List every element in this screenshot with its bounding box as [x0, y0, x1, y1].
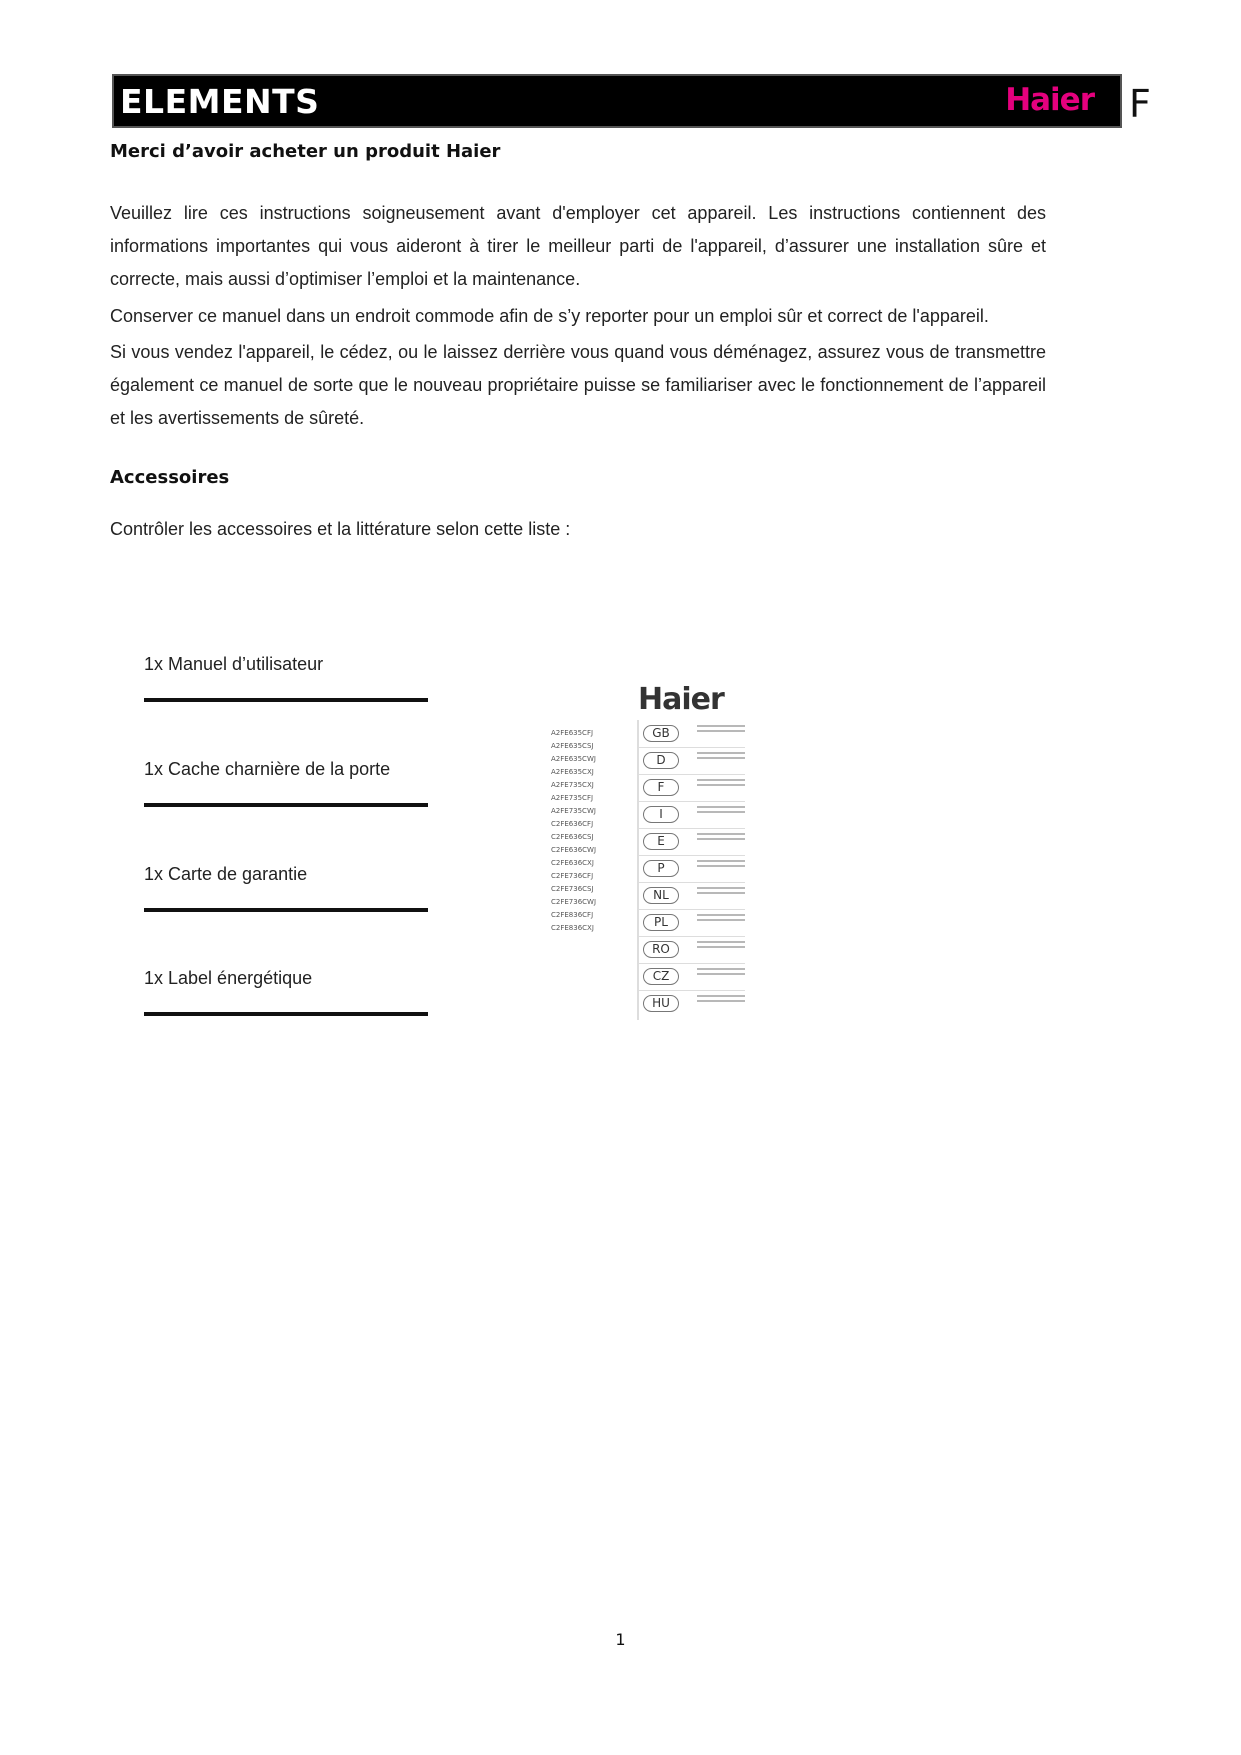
language-code: CZ — [643, 968, 679, 985]
model-code: C2FE836CFJ — [551, 911, 594, 919]
accessory-underline — [144, 803, 428, 807]
model-code: A2FE635CFJ — [551, 729, 594, 737]
language-description — [697, 779, 745, 789]
accessories-instruction: Contrôler les accessoires et la littérature selon cette liste : — [110, 519, 571, 539]
row-divider — [639, 963, 745, 964]
language-description — [697, 752, 745, 762]
row-divider — [639, 747, 745, 748]
language-description — [697, 806, 745, 816]
language-description — [697, 995, 745, 1005]
accessory-underline — [144, 698, 428, 702]
booklet-divider — [637, 720, 639, 1020]
language-description — [697, 725, 745, 735]
language-description — [697, 968, 745, 978]
accessory-label: 1x Manuel d’utilisateur — [144, 654, 324, 674]
row-divider — [639, 882, 745, 883]
model-code: C2FE836CXJ — [551, 924, 594, 932]
model-code: A2FE735CXJ — [551, 781, 594, 789]
model-code: A2FE635CWJ — [551, 755, 596, 763]
accessory-item — [144, 968, 428, 989]
intro-paragraph-2: Conserver ce manuel dans un endroit commode afin de s’y reporter pour un emploi sûr et correct de l'appareil. — [110, 306, 989, 326]
model-code: C2FE736CWJ — [551, 898, 597, 906]
accessory-item — [144, 864, 428, 885]
intro-paragraph-1: Veuillez lire ces instructions soigneusement avant d'employer cet appareil. Les instructions contiennent des informations importantes qui vous aideront à tirer le meilleur parti de l'appareil, d’assurer une installation sûre et correcte, mais aussi d’optimiser l’emploi et la maintenance. — [110, 203, 1046, 289]
accessory-item — [144, 654, 428, 675]
language-row — [643, 884, 745, 906]
section-title: ELEMENTS — [120, 82, 320, 121]
language-row — [643, 776, 745, 798]
language-code: P — [643, 860, 679, 877]
language-row — [643, 965, 745, 987]
language-code: D — [643, 752, 679, 769]
booklet-haier-logo: Haier — [638, 682, 724, 717]
accessory-label: 1x Label énergétique — [144, 968, 313, 988]
language-description — [697, 833, 745, 843]
manual-cover-image — [545, 682, 745, 1022]
accessory-label: 1x Cache charnière de la porte — [144, 759, 391, 779]
language-row — [643, 938, 745, 960]
model-code: A2FE735CFJ — [551, 794, 594, 802]
model-code: C2FE736CSJ — [551, 885, 594, 893]
language-row — [643, 803, 745, 825]
language-row — [643, 722, 745, 744]
model-code: C2FE636CWJ — [551, 846, 597, 854]
intro-heading: Merci d’avoir acheter un produit Haier — [110, 141, 501, 162]
language-code: F — [643, 779, 679, 796]
row-divider — [639, 801, 745, 802]
model-code: A2FE635CXJ — [551, 768, 594, 776]
language-description — [697, 914, 745, 924]
row-divider — [639, 855, 745, 856]
model-list — [551, 727, 596, 935]
language-description — [697, 860, 745, 870]
row-divider — [639, 774, 745, 775]
row-divider — [639, 990, 745, 991]
language-row — [643, 992, 745, 1014]
model-code: C2FE736CFJ — [551, 872, 594, 880]
accessory-underline — [144, 1012, 428, 1016]
language-code: E — [643, 833, 679, 850]
language-indicator: F — [1129, 82, 1151, 126]
language-row — [643, 911, 745, 933]
language-code: PL — [643, 914, 679, 931]
language-code: NL — [643, 887, 679, 904]
section-header-bar — [112, 74, 1122, 128]
language-description — [697, 941, 745, 951]
language-row — [643, 749, 745, 771]
model-code: C2FE636CFJ — [551, 820, 594, 828]
accessory-underline — [144, 908, 428, 912]
model-code: A2FE635CSJ — [551, 742, 594, 750]
haier-logo: Haier — [1005, 82, 1094, 118]
row-divider — [639, 936, 745, 937]
language-code: RO — [643, 941, 679, 958]
accessories-heading: Accessoires — [110, 467, 230, 488]
accessory-item — [144, 759, 428, 780]
language-row — [643, 857, 745, 879]
language-code: I — [643, 806, 679, 823]
language-row — [643, 830, 745, 852]
model-code: A2FE735CWJ — [551, 807, 596, 815]
language-code: HU — [643, 995, 679, 1012]
model-code: C2FE636CSJ — [551, 833, 594, 841]
row-divider — [639, 909, 745, 910]
page-number: 1 — [615, 1630, 626, 1649]
intro-paragraph-3: Si vous vendez l'appareil, le cédez, ou le laissez derrière vous quand vous déménagez, assurez vous de transmettre également ce manuel de sorte que le nouveau propriétaire puisse se familiariser avec le fonctionnement de l’appareil et les avertissements de sûreté. — [110, 342, 1046, 428]
language-description — [697, 887, 745, 897]
model-code: C2FE636CXJ — [551, 859, 594, 867]
accessory-label: 1x Carte de garantie — [144, 864, 308, 884]
language-code: GB — [643, 725, 679, 742]
row-divider — [639, 828, 745, 829]
